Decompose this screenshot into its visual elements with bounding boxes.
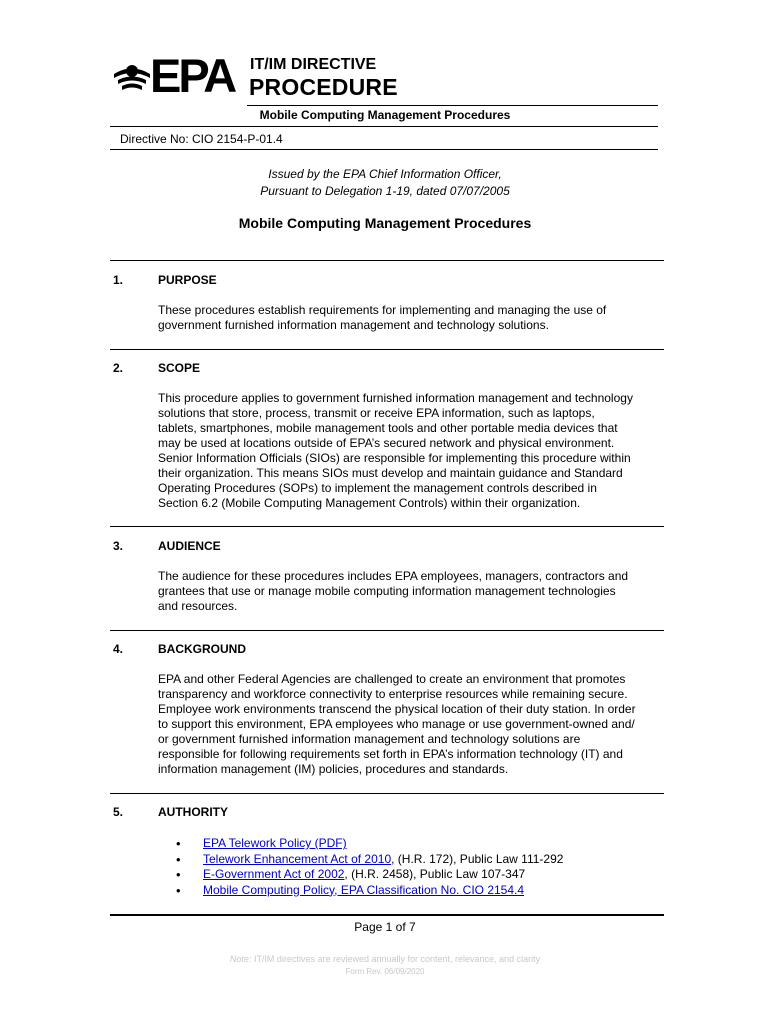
form-revision: Form Rev. 06/09/2020 — [345, 967, 425, 976]
telework-act-link[interactable]: Telework Enhancement Act of 2010 — [203, 851, 392, 866]
section-heading-audience: AUDIENCE — [158, 539, 221, 553]
header-subtitle: Mobile Computing Management Procedures — [259, 108, 511, 122]
document-kind: PROCEDURE — [249, 74, 398, 100]
epa-logo — [112, 50, 246, 96]
egov-act-link[interactable]: E-Government Act of 2002 — [203, 867, 345, 881]
list-item: • E-Government Act of 2002, (H.R. 2458), Public Law 107-347 — [176, 867, 563, 883]
header-divider — [247, 105, 658, 106]
section-number: 1. — [113, 273, 124, 287]
section-body-scope: This procedure applies to government furnished information management and technology solutions that store, process, transmit or receive EPA information, such as laptops, tablets, smartphones, mobile management tools and other portable media devices that may be used at locations outside of EPA’s secured network and physical environment. Senior Information Officials (SIOs) are responsible for implementing this procedure within their organization. This means SIOs must develop and maintain guidance and Standard Operating Procedures (SOPs) to implement the management controls described in Section 6.2 (Mobile Computing Management Controls) within their organization. — [158, 391, 633, 510]
section-number: 5. — [113, 805, 124, 819]
list-item: • Telework Enhancement Act of 2010, (H.R. 172), Public Law 111-292 — [176, 852, 563, 868]
section-body-background: EPA and other Federal Agencies are challenged to create an environment that promotes transparency and workforce connectivity to enterprise resources while remaining secure. Employee work environments transcend the physical location of their duty station. In order to support this environment, EPA employees who manage or use government-owned and/ or government furnished information management and technology solutions are responsible for following requirements set forth in EPA’s information technology (IT) and information management (IM) policies, procedures and standards. — [158, 672, 636, 776]
header-divider — [110, 126, 658, 127]
header-divider — [110, 149, 658, 150]
issued-statement: Issued by the EPA Chief Information Officer, Pursuant to Delegation 1-19, dated 07/07/2005 — [260, 167, 510, 198]
document-title: Mobile Computing Management Procedures — [238, 215, 532, 231]
section-heading-background: BACKGROUND — [158, 642, 246, 656]
section-divider — [110, 793, 664, 794]
authority-list — [176, 836, 563, 898]
review-note: Note: IT/IM directives are reviewed annually for content, relevance, and clarity — [229, 954, 541, 964]
section-heading-authority: AUTHORITY — [158, 805, 228, 819]
section-divider — [110, 349, 664, 350]
section-divider — [110, 526, 664, 527]
epa-seal-icon — [114, 65, 150, 90]
footer-divider — [110, 914, 664, 916]
section-heading-scope: SCOPE — [158, 361, 201, 375]
section-body-purpose: These procedures establish requirements for implementing and managing the use of government furnished information management and technology solutions. — [158, 303, 607, 332]
directive-type: IT/IM DIRECTIVE — [250, 56, 377, 73]
mobile-computing-policy-link[interactable]: Mobile Computing Policy, EPA Classification No. CIO 2154.4 — [203, 882, 525, 897]
list-item — [176, 836, 563, 852]
section-number: 3. — [113, 539, 124, 553]
section-number: 4. — [113, 642, 124, 656]
section-divider — [110, 630, 664, 631]
page-number: Page 1 of 7 — [354, 920, 416, 934]
directive-number: Directive No: CIO 2154-P-01.4 — [120, 132, 283, 146]
svg-text:EPA: EPA — [150, 50, 235, 96]
section-number: 2. — [113, 361, 124, 375]
telework-policy-link[interactable]: EPA Telework Policy (PDF) — [203, 836, 347, 850]
section-body-audience: The audience for these procedures includes EPA employees, managers, contractors and grantees that use or manage mobile computing information management technologies and resources. — [158, 569, 629, 613]
list-item — [176, 883, 563, 899]
section-heading-purpose: PURPOSE — [158, 273, 217, 287]
section-divider — [110, 260, 664, 261]
